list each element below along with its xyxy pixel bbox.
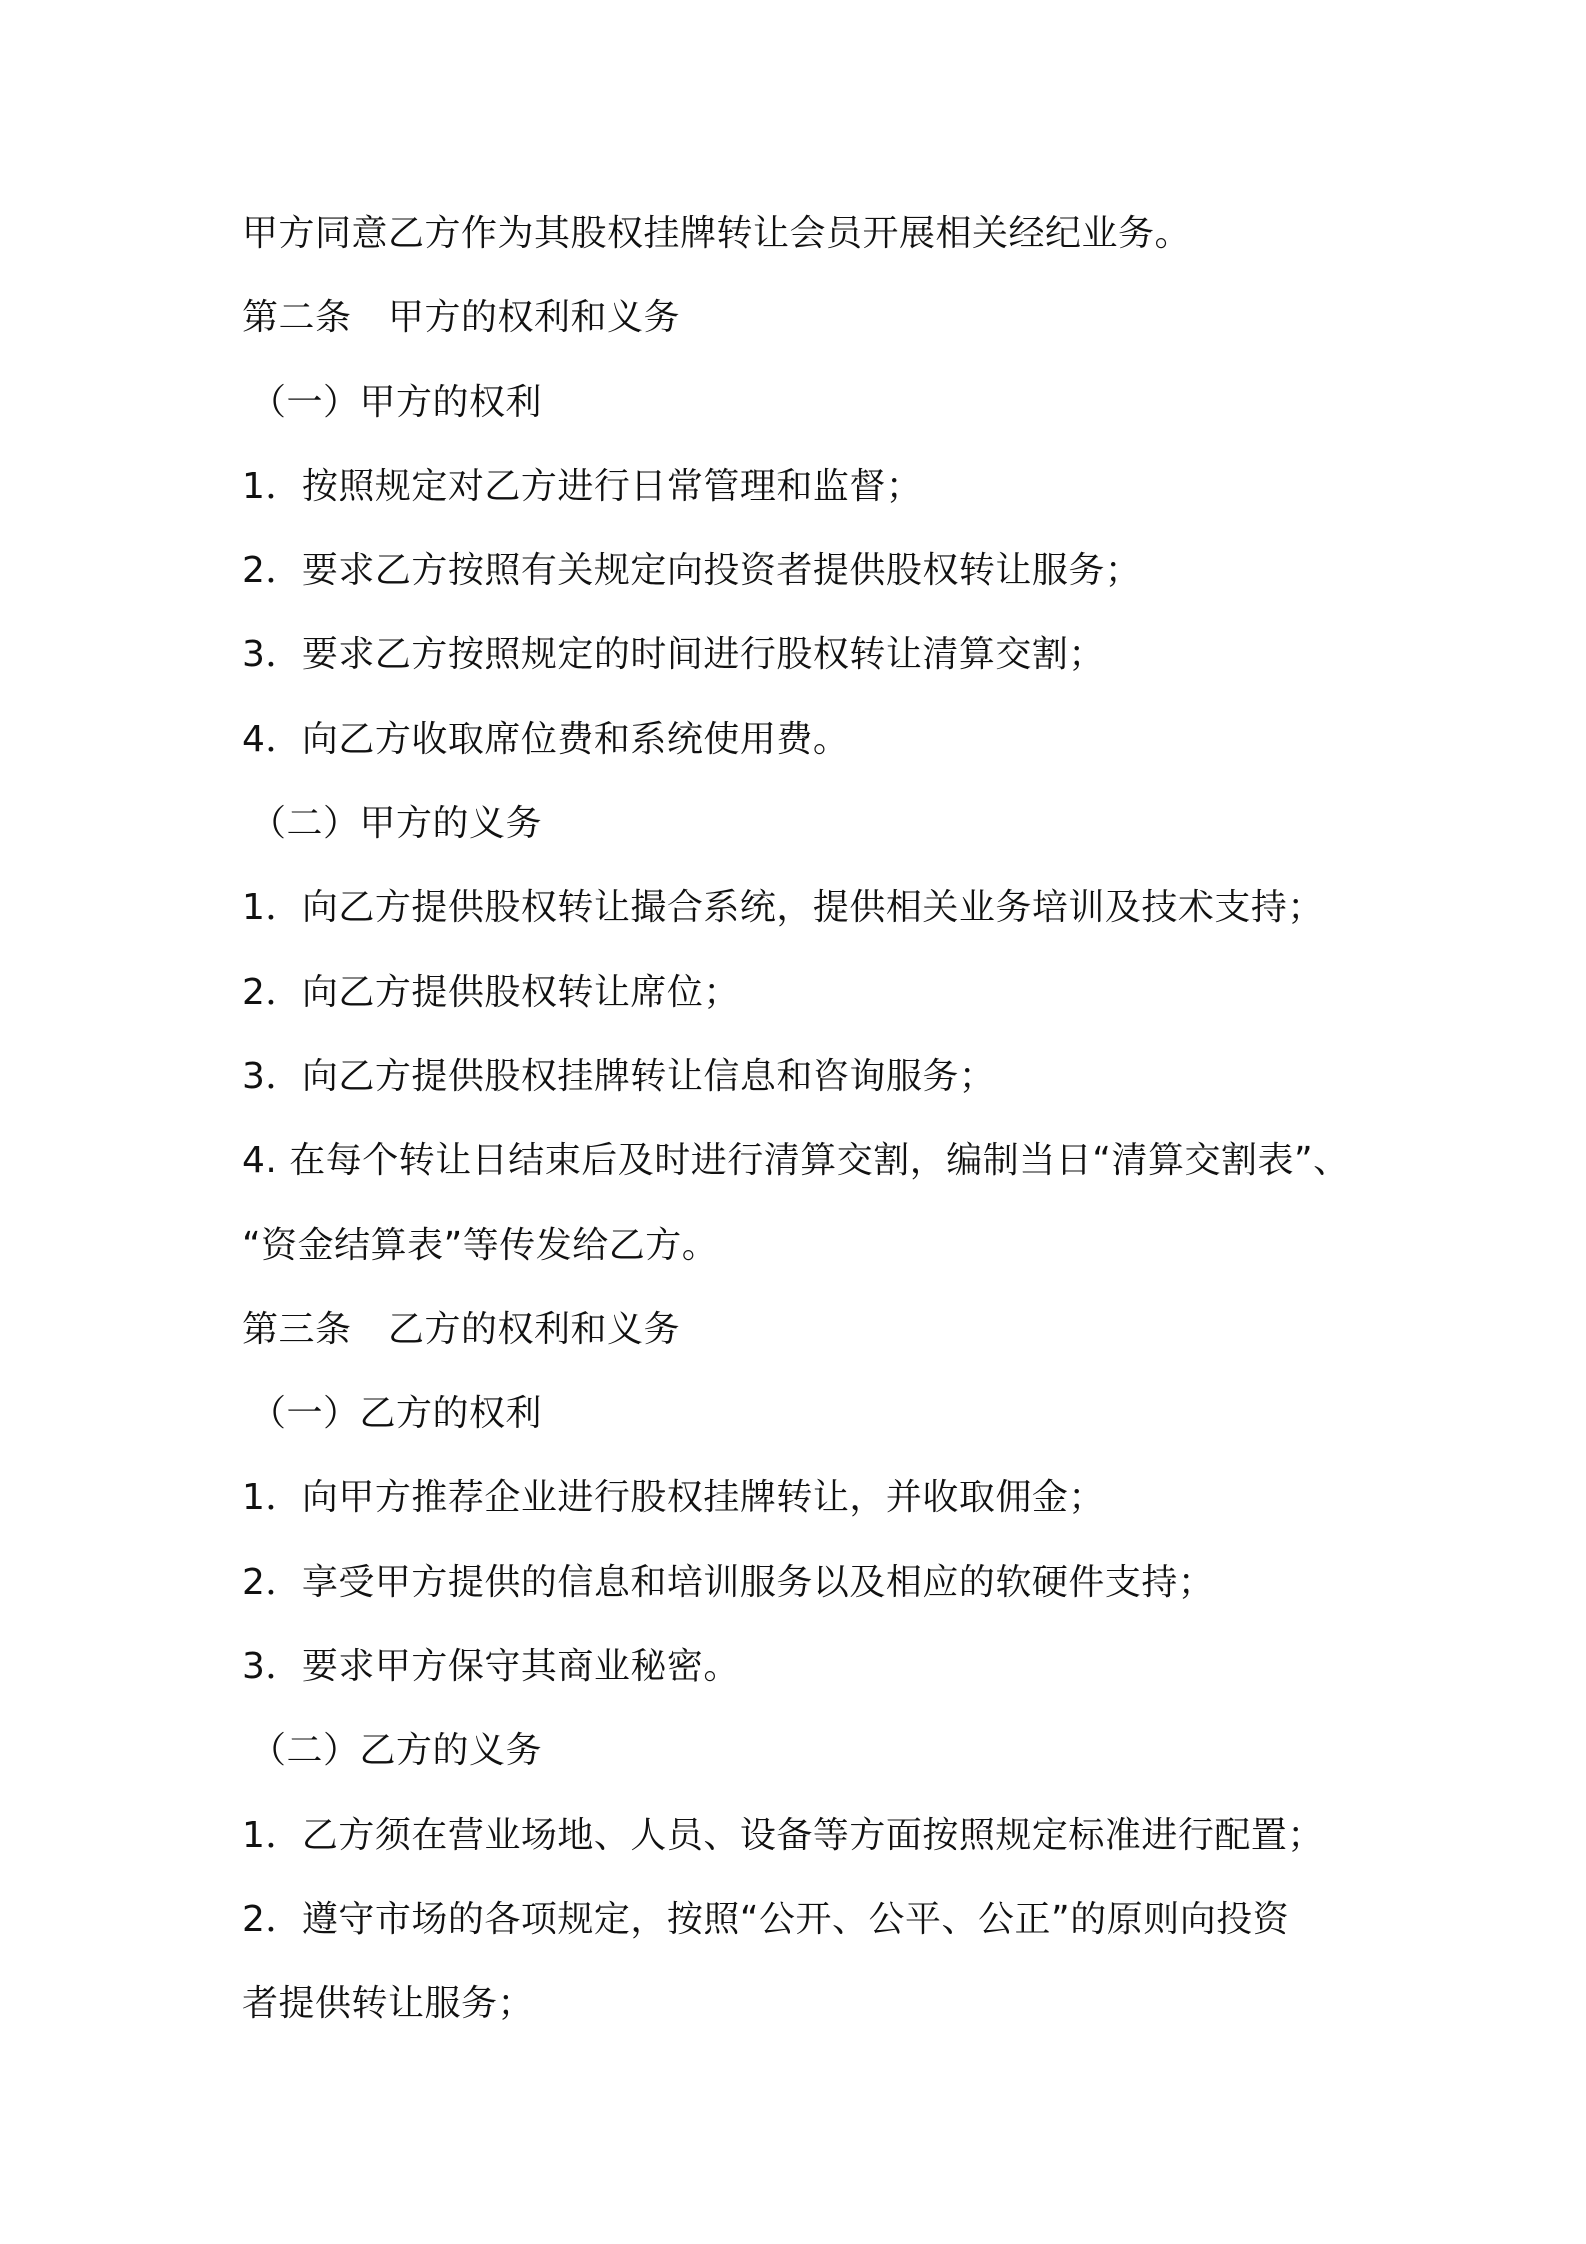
- section-party-a-obligations-heading: （二）甲方的义务: [250, 803, 543, 845]
- article-2-heading: 第二条 甲方的权利和义务: [242, 297, 681, 339]
- party-a-obligation-4-continued: “资金结算表”等传发给乙方。: [242, 1224, 719, 1266]
- document-body: [242, 192, 1372, 2047]
- party-a-obligation-1: 1．向乙方提供股权转让撮合系统，提供相关业务培训及技术支持；: [242, 887, 1324, 929]
- section-party-a-rights-heading: （一）甲方的权利: [250, 381, 543, 423]
- party-a-right-4: 4．向乙方收取席位费和系统使用费。: [242, 718, 850, 760]
- party-a-obligation-4: 4. 在每个转让日结束后及时进行清算交割，编制当日“清算交割表”、: [242, 1140, 1350, 1182]
- paragraph-consent: 甲方同意乙方作为其股权挂牌转让会员开展相关经纪业务。: [242, 213, 1192, 254]
- party-b-obligation-1: 1．乙方须在营业场地、人员、设备等方面按照规定标准进行配置；: [242, 1814, 1324, 1856]
- party-a-obligation-3: 3．向乙方提供股权挂牌转让信息和咨询服务；: [242, 1055, 996, 1097]
- party-b-right-3: 3．要求甲方保守其商业秘密。: [242, 1646, 740, 1688]
- party-b-obligation-2: 2．遵守市场的各项规定，按照“公开、公平、公正”的原则向投资: [242, 1898, 1290, 1940]
- section-party-b-obligations-heading: （二）乙方的义务: [250, 1730, 543, 1772]
- party-b-right-1: 1．向甲方推荐企业进行股权挂牌转让，并收取佣金；: [242, 1477, 1105, 1519]
- party-a-right-3: 3．要求乙方按照规定的时间进行股权转让清算交割；: [242, 634, 1105, 676]
- party-a-obligation-2: 2．向乙方提供股权转让席位；: [242, 971, 740, 1013]
- party-a-right-1: 1．按照规定对乙方进行日常管理和监督；: [242, 465, 923, 507]
- article-3-heading: 第三条 乙方的权利和义务: [242, 1308, 681, 1350]
- section-party-b-rights-heading: （一）乙方的权利: [250, 1393, 543, 1435]
- party-a-right-2: 2．要求乙方按照有关规定向投资者提供股权转让服务；: [242, 550, 1142, 592]
- party-b-right-2: 2．享受甲方提供的信息和培训服务以及相应的软硬件支持；: [242, 1561, 1215, 1603]
- party-b-obligation-2-continued: 者提供转让服务；: [242, 1983, 535, 2025]
